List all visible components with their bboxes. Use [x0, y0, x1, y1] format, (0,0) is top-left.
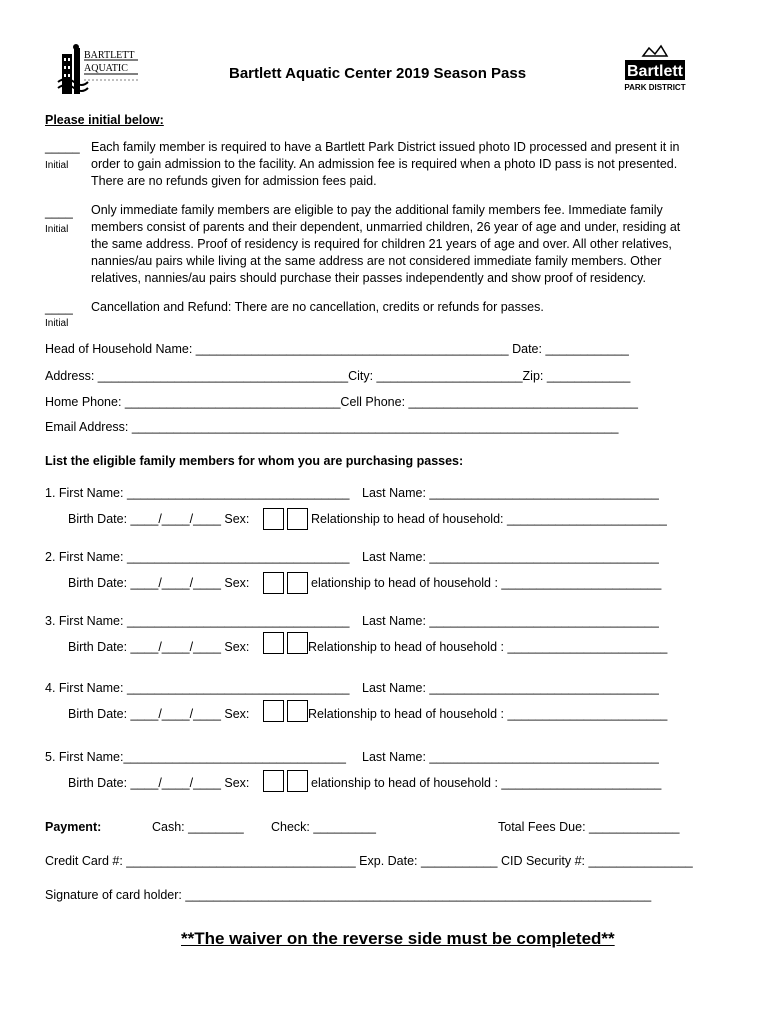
birth-date-field[interactable]: Birth Date: ____/____/____ Sex:	[68, 512, 250, 526]
credit-card-field[interactable]: Credit Card #: _________________________________ Exp. Date: ___________ CID Security #: _______________	[45, 854, 693, 868]
first-name-field[interactable]: 4. First Name: ________________________________	[45, 681, 350, 695]
initial-blank[interactable]: ____	[45, 205, 73, 219]
signature-field[interactable]: Signature of card holder: ___________________________________________________________________	[45, 888, 652, 902]
policy-paragraph: Only immediate family members are eligible to pay the additional family members fee. Immediate family members consist of parents and their dependent, unmarried children, 26 year of age and under, residing at the same address. Proof of residency is required for children 21 years of age and over. All other relatives, nannies/au pairs while living at the same address are not considered immediate family members. Other relatives, nannies/au pairs should purchase their passes independently and show proof of residency.	[91, 203, 681, 285]
phone-field[interactable]: Home Phone: _______________________________Cell Phone: _________________________________	[45, 395, 638, 409]
sex-box[interactable]	[287, 700, 308, 722]
relationship-field[interactable]: Relationship to head of household : _______________________	[308, 707, 668, 721]
bartlett-park-district-logo	[623, 44, 687, 94]
relationship-field[interactable]: elationship to head of household : _______________________	[311, 776, 662, 790]
svg-text:PARK DISTRICT: PARK DISTRICT	[624, 83, 686, 92]
sex-box[interactable]	[263, 508, 284, 530]
members-heading: List the eligible family members for whom you are purchasing passes:	[45, 454, 464, 468]
bartlett-aquatic-logo	[56, 44, 142, 96]
birth-date-field[interactable]: Birth Date: ____/____/____ Sex:	[68, 576, 250, 590]
first-name-field[interactable]: 1. First Name: ________________________________	[45, 486, 350, 500]
initial-label: Initial	[45, 318, 69, 329]
first-name-field[interactable]: 3. First Name: ________________________________	[45, 614, 350, 628]
initial-heading: Please initial below:	[45, 113, 164, 127]
svg-text:BARTLETT: BARTLETT	[84, 50, 135, 61]
initial-blank[interactable]: ____	[45, 301, 73, 315]
svg-text:AQUATIC: AQUATIC	[84, 63, 128, 74]
birth-date-field[interactable]: Birth Date: ____/____/____ Sex:	[68, 707, 250, 721]
sex-box[interactable]	[287, 508, 308, 530]
relationship-field[interactable]: Relationship to head of household : _______________________	[308, 640, 668, 654]
last-name-field[interactable]: Last Name: _________________________________	[362, 681, 659, 695]
last-name-field[interactable]: Last Name: _________________________________	[362, 486, 659, 500]
sex-box[interactable]	[263, 572, 284, 594]
sex-box[interactable]	[263, 770, 284, 792]
waiver-notice: **The waiver on the reverse side must be completed**	[181, 929, 615, 948]
svg-text:Bartlett: Bartlett	[626, 63, 684, 80]
total-fees-field[interactable]: Total Fees Due: _____________	[498, 820, 680, 834]
last-name-field[interactable]: Last Name: _________________________________	[362, 750, 659, 764]
head-of-household-field[interactable]: Head of Household Name: _____________________________________________ Date: ____________	[45, 342, 629, 356]
last-name-field[interactable]: Last Name: _________________________________	[362, 614, 659, 628]
initial-label: Initial	[45, 160, 69, 171]
sex-box[interactable]	[263, 700, 284, 722]
policy-paragraph: Each family member is required to have a Bartlett Park District issued photo ID processed and present it in order to gain admission to the facility. An admission fee is required when a photo ID pass is not presented. There are no refunds given for admission fees paid.	[91, 140, 680, 188]
first-name-field[interactable]: 5. First Name:________________________________	[45, 750, 346, 764]
sex-box[interactable]	[287, 770, 308, 792]
address-field[interactable]: Address: ____________________________________City: _____________________Zip: ____________	[45, 369, 631, 383]
last-name-field[interactable]: Last Name: _________________________________	[362, 550, 659, 564]
check-field[interactable]: Check: _________	[271, 820, 376, 834]
first-name-field[interactable]: 2. First Name: ________________________________	[45, 550, 350, 564]
sex-box[interactable]	[287, 632, 308, 654]
sex-box[interactable]	[287, 572, 308, 594]
payment-label: Payment:	[45, 820, 102, 834]
relationship-field[interactable]: Relationship to head of household: _______________________	[311, 512, 667, 526]
policy-paragraph: Cancellation and Refund: There are no cancellation, credits or refunds for passes.	[91, 300, 544, 314]
page-title: Bartlett Aquatic Center 2019 Season Pass	[229, 65, 527, 82]
cash-field[interactable]: Cash: ________	[152, 820, 244, 834]
email-field[interactable]: Email Address: ______________________________________________________________________	[45, 420, 619, 434]
relationship-field[interactable]: elationship to head of household : _______________________	[311, 576, 662, 590]
initial-blank[interactable]: _____	[45, 140, 80, 154]
sex-box[interactable]	[263, 632, 284, 654]
initial-label: Initial	[45, 224, 69, 235]
birth-date-field[interactable]: Birth Date: ____/____/____ Sex:	[68, 776, 250, 790]
birth-date-field[interactable]: Birth Date: ____/____/____ Sex:	[68, 640, 250, 654]
